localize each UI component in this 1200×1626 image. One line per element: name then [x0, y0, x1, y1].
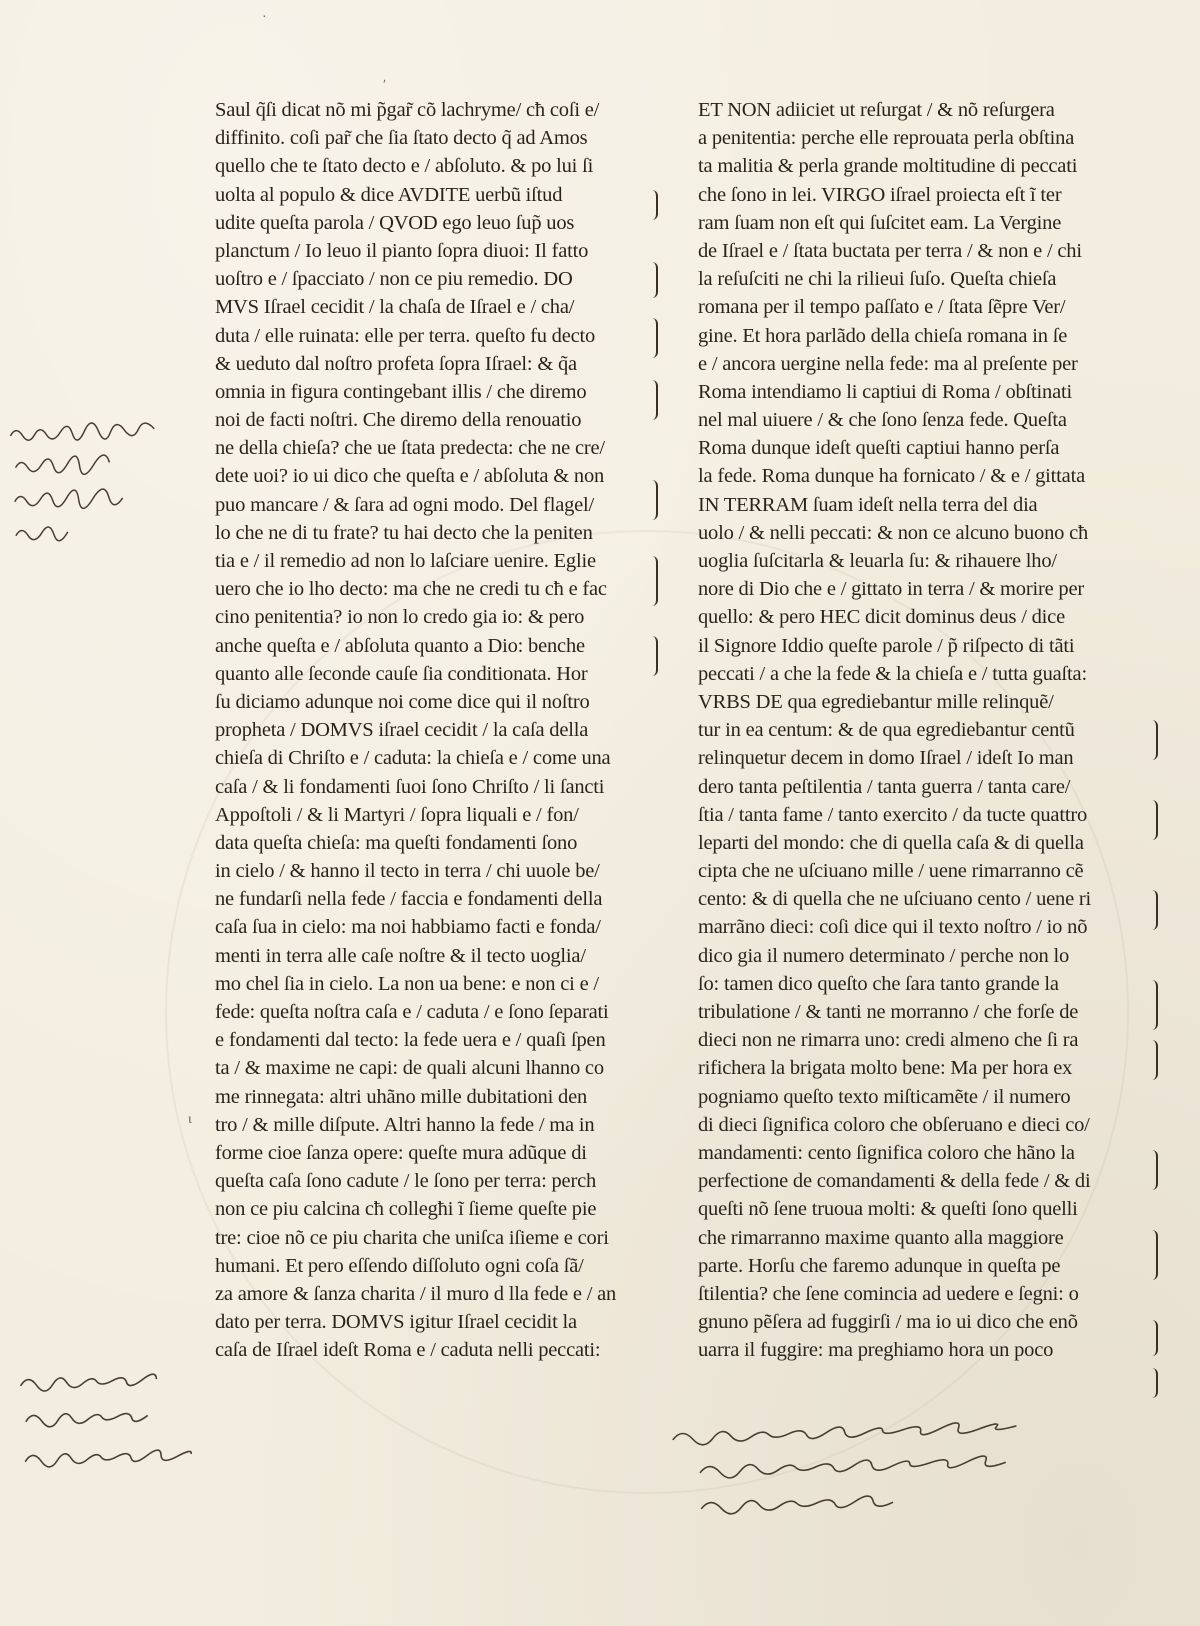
right-column-line: relinquetur decem in domo Iſrael / ideſt Io man [698, 747, 1074, 770]
left-column-line: e fondamenti dal tecto: la fede uera e / quaſi ſpen [215, 1029, 606, 1052]
pen-dot-mark: ɩ [188, 1112, 192, 1127]
left-column-line: quello che te ſtato decto e / abſoluto. & po lui ſi [215, 155, 594, 178]
left-column-line: & ueduto dal noſtro profeta ſopra Iſrael: & q̃a [215, 352, 577, 375]
right-column-line: tribulatione / & tanti ne morranno / che forſe de [698, 1001, 1079, 1023]
margin-bracket [650, 190, 658, 220]
left-column-line: in cielo / & hanno il tecto in terra / chi uuole be/ [215, 860, 600, 883]
right-column-line: VRBS DE qua egrediebantur mille relinquẽ/ [698, 690, 1054, 713]
margin-bracket [1150, 1040, 1158, 1080]
margin-bracket [650, 636, 658, 676]
right-column-line: cipta che ne uſciuano mille / uene rimarranno cẽ [698, 860, 1084, 883]
left-column-line: fede: queſta noſtra caſa e / caduta / e ſono ſeparati [215, 1001, 609, 1023]
right-column-line: IN TERRAM ſuam ideſt nella terra del dia [698, 493, 1038, 516]
left-column-line: uoſtro e / ſpacciato / non ce piu remedio. DO [215, 268, 573, 291]
right-column-line: ſo: tamen dico queſto che ſara tanto grande la [698, 972, 1059, 995]
right-column-line: la reſuſciti ne chi la rilieui ſuſo. Queſta chieſa [698, 268, 1057, 291]
text-column-right [698, 96, 1143, 1364]
left-column-line: puo mancare / & ſara ad ogni modo. Del flagel/ [215, 493, 595, 516]
right-column-line: che rimarranno maxime quanto alla maggiore [698, 1226, 1064, 1249]
right-column-line: ſtilentia? che ſene comincia ad uedere e ſegni: o [698, 1282, 1079, 1305]
left-column-line: MVS Iſrael cecidit / la chaſa de Iſrael e / cha/ [215, 296, 575, 319]
right-column-line: tur in ea centum: & de qua egrediebantur centũ [698, 719, 1075, 742]
left-column-line: Saul q̃ſi dicat nõ mi p̃gar̃ cõ lachryme/ cħ coſi e/ [215, 99, 600, 121]
margin-bracket [650, 380, 658, 420]
left-column-line: uero che io lho decto: ma che ne credi tu cħ e fac [215, 578, 607, 601]
left-column-line: dete uoi? io ui dico che queſta e / abſoluta & non [215, 465, 605, 488]
left-column-line: caſa de Iſrael ideſt Roma e / caduta nelli peccati: [215, 1339, 601, 1362]
right-column-line: Roma intendiamo li captiui di Roma / obſtinati [698, 380, 1072, 403]
right-column-line: gnuno pẽſera ad fuggirſi / ma io ui dico che enõ [698, 1311, 1078, 1334]
left-column-line: menti in terra alle caſe noſtre & il tecto uoglia/ [215, 944, 586, 967]
handwriting-scribble [668, 1401, 1172, 1528]
left-column-line: ne fundarſi nella fede / faccia e fondamenti della [215, 888, 603, 911]
handwritten-marginal-note-left-top [6, 417, 216, 564]
right-column-line: ſtia / tanta fame / tanto exercito / da tucte quattro [698, 803, 1087, 826]
right-column-line: la fede. Roma dunque ha fornicato / & e / gittata [698, 465, 1085, 488]
right-column-line: di dieci ſignifica coloro che obſeruano e dieci co/ [698, 1113, 1090, 1136]
right-column-line: uarra il fuggire: ma preghiamo hora un poco [698, 1339, 1054, 1362]
text-column-left [215, 96, 660, 1364]
left-column-line: noi de facti noſtri. Che diremo della renouatio [215, 409, 582, 432]
margin-bracket [1150, 720, 1158, 760]
left-column-line: mo chel ſia in cielo. La non ua bene: e non ci e / [215, 972, 599, 995]
right-column-line: gine. Et hora parlãdo della chieſa romana in ſe [698, 324, 1068, 347]
left-column-line: forme cioe ſanza opere: queſte mura adũque di [215, 1141, 587, 1164]
left-column-line: udite queſta parola / QVOD ego leuo ſup̃ uos [215, 211, 575, 234]
right-column-line: dico gia il numero determinato / perche non lo [698, 944, 1070, 967]
left-column-line: dato per terra. DOMVS igitur Iſrael cecidit la [215, 1311, 577, 1334]
right-column-line: il Signore Iddio queſte parole / p̃ riſpecto di tãti [698, 634, 1075, 657]
right-column-line: pogniamo queſto texto miſticamẽte / il numero [698, 1085, 1071, 1108]
right-column-line: romana per il tempo paſſato e / ſtata ſẽpre Ver/ [698, 296, 1066, 319]
right-column-line: Roma dunque ideſt queſti captiui hanno perſa [698, 437, 1060, 460]
pen-dot-mark: · [262, 10, 267, 25]
left-column-line: non ce piu calcina cħ collegħi ĩ ſieme queſte pie [215, 1198, 597, 1221]
handwriting-scribble [6, 417, 215, 554]
left-column-line: propheta / DOMVS iſrael cecidit / la caſa della [215, 719, 589, 742]
right-column-line: parte. Horſu che faremo adunque in queſta pe [698, 1254, 1061, 1277]
left-column-line: za amore & ſanza charita / il muro d lla fede e / an [215, 1282, 617, 1305]
left-column-line: diffinito. coſi par̃ che ſia ſtato decto q̃ ad Amos [215, 127, 588, 150]
margin-bracket [1150, 980, 1158, 1030]
left-column-line: omnia in figura contingebant illis / che diremo [215, 380, 587, 403]
left-column-line: planctum / Io leuo il pianto ſopra diuoi: Il fatto [215, 239, 589, 262]
right-column-line: quello: & pero HEC dicit dominus deus / dice [698, 606, 1065, 629]
left-column-line: anche queſta e / abſoluta quanto a Dio: benche [215, 634, 585, 657]
left-column-line: caſa / & li fondamenti ſuoi ſono Chriſto / li ſancti [215, 775, 605, 798]
right-column-line: marrãno dieci: coſi dice qui il texto noſtro / io nõ [698, 916, 1088, 939]
handwriting-scribble [16, 1358, 350, 1479]
right-column-line: perfectione de comandamenti & della fede / & di [698, 1170, 1091, 1193]
right-column-line: queſti nõ ſene truoua molti: & queſti ſono quelli [698, 1198, 1078, 1221]
margin-bracket [650, 556, 658, 606]
left-column-line: duta / elle ruinata: elle per terra. queſto fu decto [215, 324, 596, 347]
margin-bracket [1150, 800, 1158, 840]
left-column-line: tre: cioe nõ ce piu charita che uniſca iſieme e cori [215, 1226, 609, 1249]
right-column-line: de Iſrael e / ſtata buctata per terra / & non e / chi [698, 239, 1082, 262]
right-column-line: a penitentia: perche elle reprouata perla obſtina [698, 127, 1075, 150]
margin-bracket [650, 318, 658, 358]
pen-dot-mark: ʹ [383, 78, 387, 93]
left-column-line: quanto alle ſeconde cauſe ſia conditionata. Hor [215, 662, 588, 685]
left-column-line: caſa ſua in cielo: ma noi habbiamo facti e fonda/ [215, 916, 601, 939]
left-column-line: ta / & maxime ne capi: de quali alcuni lhanno co [215, 1057, 604, 1080]
right-column-line: nore di Dio che e / gittato in terra / & morire per [698, 578, 1084, 601]
right-column-line: rifichera la brigata molto bene: Ma per hora ex [698, 1057, 1073, 1080]
left-column-line: chieſa di Chriſto e / caduta: la chieſa e / come una [215, 747, 611, 770]
margin-bracket [650, 480, 658, 520]
right-column-line: mandamenti: cento ſignifica coloro che hãno la [698, 1141, 1075, 1164]
margin-bracket [1150, 1230, 1158, 1280]
left-column-line: lo che ne di tu frate? tu hai decto che la peniten [215, 521, 593, 544]
right-column-line: ram ſuam non eſt qui ſuſcitet eam. La Vergine [698, 211, 1062, 234]
margin-bracket [1150, 1320, 1158, 1356]
right-column-line: leparti del mondo: che di quella caſa & di quella [698, 831, 1084, 854]
margin-bracket [1150, 1368, 1158, 1398]
left-column-line: queſta caſa ſono cadute / le ſono per terra: perch [215, 1170, 597, 1193]
right-column-line: uoglia ſuſcitarla & leuarla ſu: & rihauere lho/ [698, 550, 1057, 572]
right-column-line: ta malitia & perla grande moltitudine di peccati [698, 155, 1078, 178]
right-column-line: peccati / a che la fede & la chieſa e / tutta guaſta: [698, 662, 1087, 685]
right-column-line: e / ancora uergine nella fede: ma al preſente per [698, 352, 1078, 375]
left-column-line: ne della chieſa? che ue ſtata predecta: che ne cre/ [215, 437, 605, 460]
margin-bracket [1150, 890, 1158, 930]
right-column-line: ET NON adiiciet ut reſurgat / & nõ reſurgera [698, 99, 1055, 121]
left-column-line: tro / & mille diſpute. Altri hanno la fede / ma in [215, 1113, 595, 1136]
left-column-line: Appoſtoli / & li Martyri / ſopra liquali e / fon/ [215, 803, 579, 826]
left-column-line: ſu diciamo adunque noi come dice qui il noſtro [215, 690, 590, 713]
left-column-line: data queſta chieſa: ma queſti fondamenti ſono [215, 831, 578, 854]
right-column-line: cento: & di quella che ne uſciuano cento / uene ri [698, 888, 1092, 911]
right-column-line: che ſono in lei. VIRGO iſrael proiecta eſt ĩ ter [698, 183, 1062, 206]
right-column-line: uolo / & nelli peccati: & non ce alcuno buono cħ [698, 521, 1089, 544]
left-column-line: uolta al populo & dice AVDITE uerbũ iſtud [215, 183, 563, 206]
left-column-line: cino penitentia? io non lo credo gia io: & pero [215, 606, 585, 629]
left-column-line: humani. Et pero eſſendo diſſoluto ogni coſa ſã/ [215, 1254, 584, 1277]
left-column-line: tia e / il remedio ad non lo laſciare uenire. Eglie [215, 550, 596, 572]
handwritten-marginal-note-left-bottom [16, 1358, 350, 1491]
right-column-line: dieci non ne rimarra uno: credi almeno che ſi ra [698, 1029, 1079, 1052]
right-column-line: dero tanta peſtilentia / tanta guerra / tanta care/ [698, 775, 1071, 798]
margin-bracket [1150, 1150, 1158, 1190]
left-column-line: me rinnegata: altri uhãno mille dubitationi den [215, 1085, 588, 1108]
right-column-line: nel mal uiuere / & che ſono ſenza fede. Queſta [698, 409, 1067, 432]
margin-bracket [650, 262, 658, 298]
handwritten-marginal-note-right-bottom [668, 1401, 1172, 1540]
